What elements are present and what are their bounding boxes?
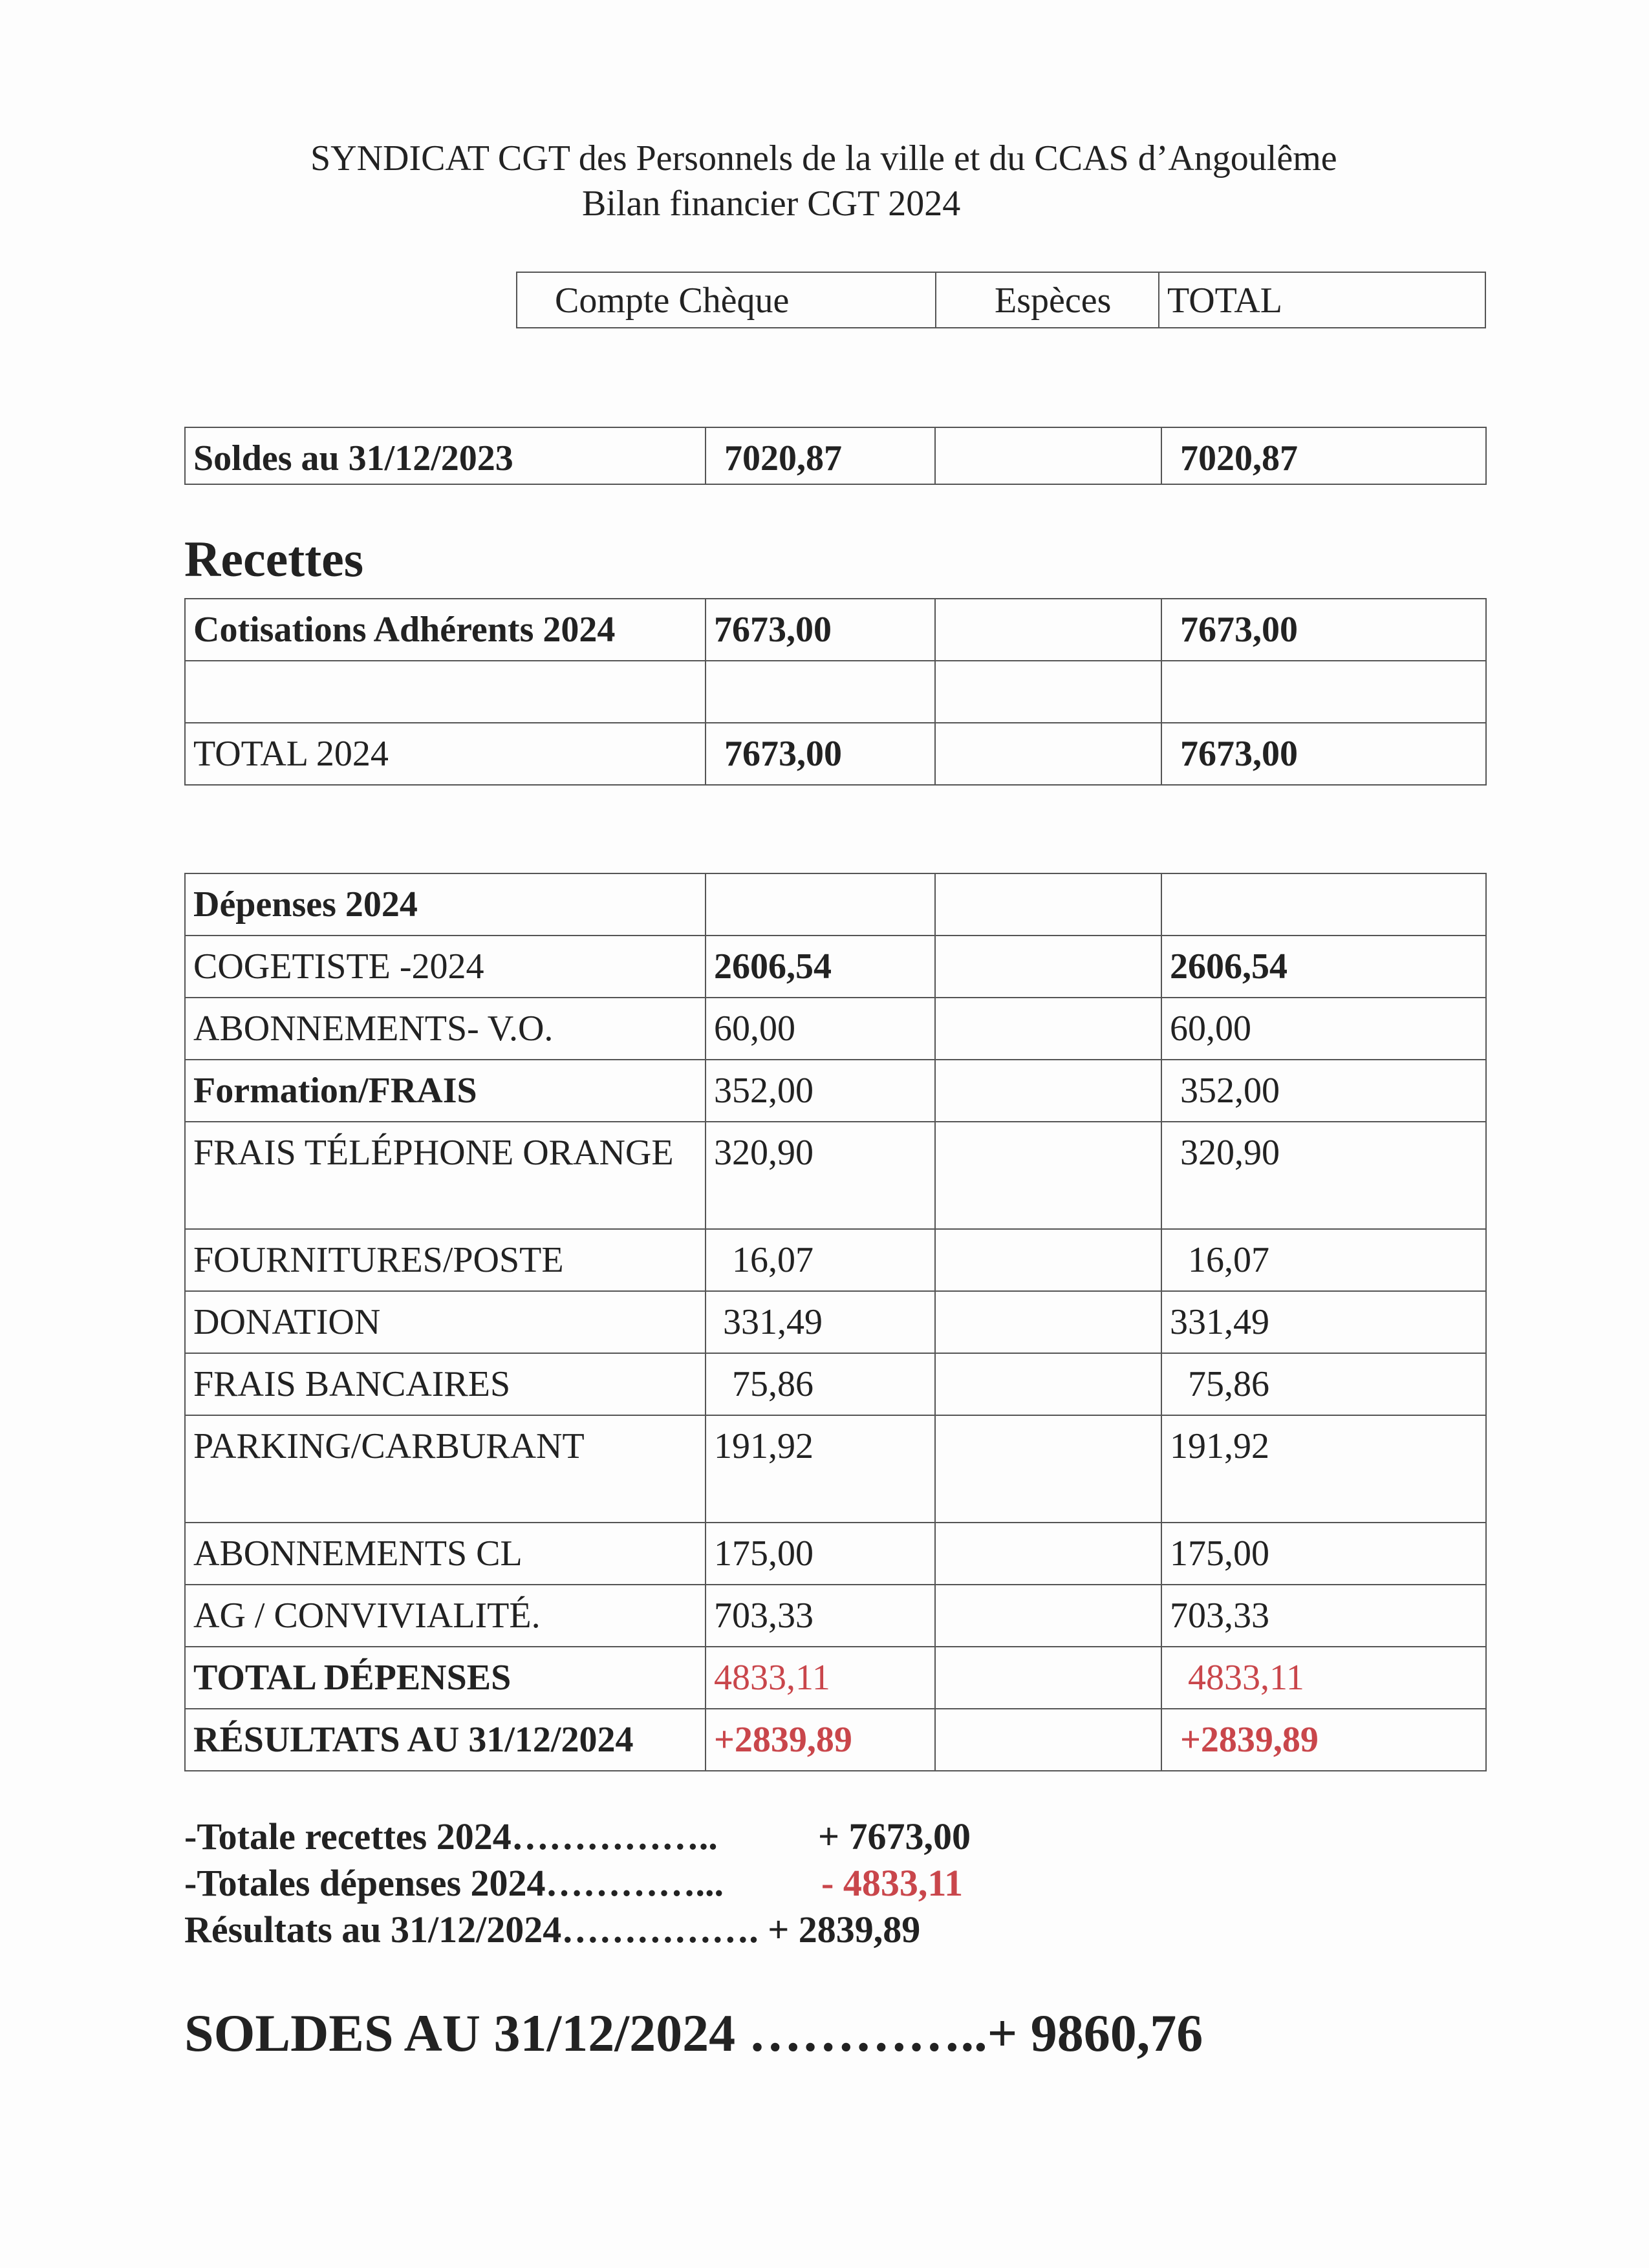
summary-depenses-line [184,1860,1025,1907]
compte-cheque-cell: 7020,87 [706,427,935,484]
compte-cheque-cell: 703,33 [706,1585,935,1647]
total-cell: 7673,00 [1161,723,1486,785]
especes-cell [935,1060,1161,1122]
table-row [185,1585,1486,1647]
depenses-heading: Dépenses 2024 [185,873,706,936]
table-row [185,1415,1486,1523]
row-label: Cotisations Adhérents 2024 [185,599,706,661]
row-label: TOTAL 2024 [185,723,706,785]
table-row [185,599,1486,661]
row-label: ABONNEMENTS- V.O. [185,998,706,1060]
compte-cheque-cell: 352,00 [706,1060,935,1122]
total-cell: 352,00 [1161,1060,1486,1122]
compte-cheque-cell: 4833,11 [706,1647,935,1709]
empty-cell [706,873,935,936]
compte-cheque-cell: 320,90 [706,1122,935,1229]
summary-recettes-line [184,1813,1025,1860]
compte-cheque-cell: 2606,54 [706,936,935,998]
especes-cell [935,1647,1161,1709]
row-label: TOTAL DÉPENSES [185,1647,706,1709]
especes-cell [935,1353,1161,1415]
table-row [185,661,1486,723]
especes-cell [935,1229,1161,1291]
soldes-2023-row [185,427,1486,484]
especes-cell [935,936,1161,998]
row-label: PARKING/CARBURANT [185,1415,706,1523]
summary-depenses-label: -Totales dépenses 2024…………... [184,1862,724,1904]
compte-cheque-cell: 7673,00 [706,599,935,661]
depenses-heading-row [185,873,1486,936]
row-label: FOURNITURES/POSTE [185,1229,706,1291]
table-row [185,1229,1486,1291]
document-subtitle: Bilan financier CGT 2024 [582,184,961,224]
soldes-2024-line: SOLDES AU 31/12/2024 …………..+ 9860,76 [184,2004,1203,2062]
row-label: RÉSULTATS AU 31/12/2024 [185,1709,706,1771]
row-label: Formation/FRAIS [185,1060,706,1122]
total-cell: 703,33 [1161,1585,1486,1647]
table-row [185,998,1486,1060]
compte-cheque-cell: 60,00 [706,998,935,1060]
total-cell: 4833,11 [1161,1647,1486,1709]
compte-cheque-cell: +2839,89 [706,1709,935,1771]
compte-cheque-cell [706,661,935,723]
row-label: FRAIS BANCAIRES [185,1353,706,1415]
recettes-heading: Recettes [184,531,364,587]
total-cell: 175,00 [1161,1523,1486,1585]
depenses-table [184,873,1487,1771]
compte-cheque-cell: 75,86 [706,1353,935,1415]
compte-cheque-cell: 331,49 [706,1291,935,1353]
document-title: SYNDICAT CGT des Personnels de la ville et du CCAS d’Angoulême [310,138,1337,178]
table-row [185,1523,1486,1585]
compte-cheque-cell: 7673,00 [706,723,935,785]
table-row [185,936,1486,998]
table-row [185,723,1486,785]
compte-cheque-cell: 191,92 [706,1415,935,1523]
especes-cell [935,427,1161,484]
soldes-2023-table [184,427,1487,485]
total-cell: +2839,89 [1161,1709,1486,1771]
total-cell: 7673,00 [1161,599,1486,661]
especes-cell [935,1709,1161,1771]
total-cell: 7020,87 [1161,427,1486,484]
compte-cheque-cell: 16,07 [706,1229,935,1291]
total-cell: 320,90 [1161,1122,1486,1229]
summary-resultats-label: Résultats au 31/12/2024……………. + 2839,89 [184,1909,921,1951]
especes-cell [935,1585,1161,1647]
row-label: COGETISTE -2024 [185,936,706,998]
compte-cheque-cell: 175,00 [706,1523,935,1585]
especes-cell [935,599,1161,661]
summary-depenses-value: - 4833,11 [821,1862,964,1904]
total-cell: 2606,54 [1161,936,1486,998]
especes-cell [935,661,1161,723]
row-label [185,661,706,723]
total-depenses-row [185,1647,1486,1709]
empty-cell [1161,873,1486,936]
total-cell: 75,86 [1161,1353,1486,1415]
row-label: Soldes au 31/12/2023 [185,427,706,484]
recettes-table [184,598,1487,786]
column-header-total: TOTAL [1159,272,1485,328]
empty-cell [935,873,1161,936]
column-header-table [516,272,1486,328]
table-row [185,1122,1486,1229]
summary-recettes-value: + 7673,00 [818,1815,971,1857]
summary-resultats-line [184,1907,1025,1953]
especes-cell [935,998,1161,1060]
row-label: DONATION [185,1291,706,1353]
especes-cell [935,1122,1161,1229]
table-row [185,1291,1486,1353]
total-cell: 60,00 [1161,998,1486,1060]
row-label: FRAIS TÉLÉPHONE ORANGE [185,1122,706,1229]
resultats-row [185,1709,1486,1771]
especes-cell [935,723,1161,785]
table-row [185,1353,1486,1415]
row-label: AG / CONVIVIALITÉ. [185,1585,706,1647]
total-cell: 16,07 [1161,1229,1486,1291]
table-row [185,1060,1486,1122]
row-label: ABONNEMENTS CL [185,1523,706,1585]
total-cell [1161,661,1486,723]
especes-cell [935,1415,1161,1523]
total-cell: 191,92 [1161,1415,1486,1523]
especes-cell [935,1291,1161,1353]
total-cell: 331,49 [1161,1291,1486,1353]
especes-cell [935,1523,1161,1585]
column-header-especes: Espèces [936,272,1159,328]
summary-recettes-label: -Totale recettes 2024…………….. [184,1815,718,1857]
column-header-compte: Compte Chèque [517,272,936,328]
